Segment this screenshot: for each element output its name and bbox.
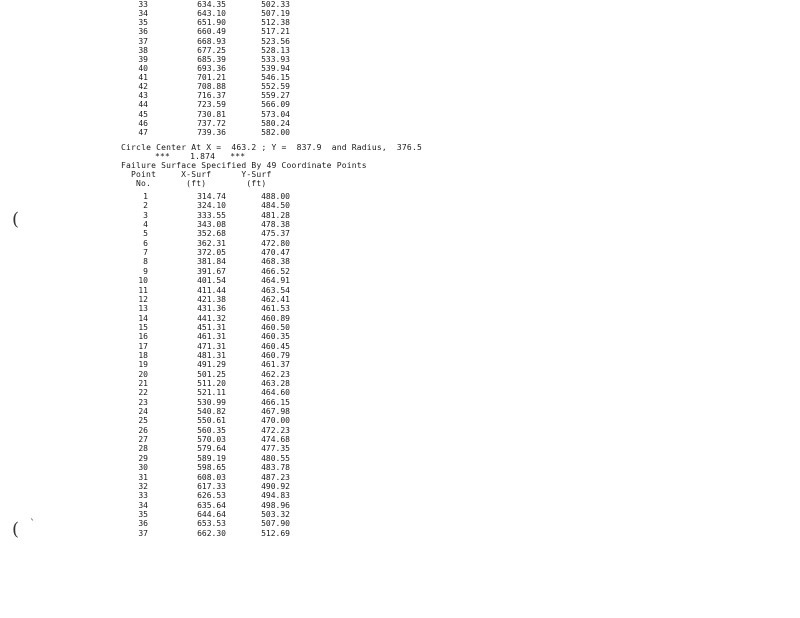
point-number: 17 (138, 341, 148, 351)
x-surf-value: 381.84 (197, 257, 226, 267)
x-surf-value: 570.03 (197, 435, 226, 445)
point-number: 12 (138, 294, 148, 304)
y-surf-value: 487.23 (261, 472, 290, 482)
point-number: 6 (143, 238, 148, 248)
x-surf-value: 521.11 (197, 388, 226, 398)
y-surf-value: 463.54 (261, 285, 290, 295)
x-surf-value: 560.35 (197, 425, 226, 435)
table-row (0, 388, 300, 397)
y-surf-value: 580.24 (261, 118, 290, 128)
x-surf-value: 333.55 (197, 210, 226, 220)
y-surf-value: 480.55 (261, 453, 290, 463)
x-surf-value: 372.05 (197, 248, 226, 258)
point-number: 24 (138, 407, 148, 417)
table-row (0, 110, 300, 119)
point-number: 39 (138, 54, 148, 64)
point-number: 33 (138, 491, 148, 501)
table-row (0, 276, 300, 285)
x-surf-value: 723.59 (197, 100, 226, 110)
table-row (0, 0, 300, 9)
point-number: 5 (143, 229, 148, 239)
y-surf-value: 528.13 (261, 45, 290, 55)
table-row (0, 323, 300, 332)
x-surf-value: 668.93 (197, 36, 226, 46)
x-surf-value: 314.74 (197, 192, 226, 201)
table-row (0, 519, 300, 528)
x-surf-value: 653.53 (197, 519, 226, 529)
table-row (0, 18, 300, 27)
y-surf-value: 484.50 (261, 201, 290, 211)
x-surf-value: 362.31 (197, 238, 226, 248)
x-surf-value: 685.39 (197, 54, 226, 64)
x-surf-value: 730.81 (197, 109, 226, 119)
y-surf-value: 559.27 (261, 91, 290, 101)
point-number: 20 (138, 369, 148, 379)
x-surf-value: 481.31 (197, 350, 226, 360)
x-surf-value: 626.53 (197, 491, 226, 501)
y-surf-value: 552.59 (261, 82, 290, 92)
y-surf-value: 460.89 (261, 313, 290, 323)
point-number: 36 (138, 519, 148, 529)
x-surf-value: 677.25 (197, 45, 226, 55)
table-row (0, 192, 300, 201)
x-surf-value: 608.03 (197, 472, 226, 482)
y-surf-value: 467.98 (261, 407, 290, 417)
margin-mark: ` (30, 519, 35, 530)
y-surf-value: 463.28 (261, 379, 290, 388)
point-number: 37 (138, 528, 148, 538)
table-row (0, 229, 300, 238)
point-number: 47 (138, 127, 148, 137)
y-surf-value: 462.23 (261, 369, 290, 379)
y-surf-value: 512.38 (261, 18, 290, 28)
x-surf-value: 589.19 (197, 453, 226, 463)
y-surf-value: 472.23 (261, 425, 290, 435)
point-number: 4 (143, 220, 148, 230)
table-row (0, 491, 300, 500)
x-surf-value: 617.33 (197, 481, 226, 491)
y-surf-value: 477.35 (261, 444, 290, 454)
y-surf-value: 483.78 (261, 463, 290, 473)
x-surf-value: 660.49 (197, 27, 226, 37)
point-number: 22 (138, 388, 148, 398)
table-row (0, 407, 300, 416)
point-number: 44 (138, 100, 148, 110)
y-surf-value: 466.52 (261, 266, 290, 276)
table-row (0, 211, 300, 220)
table-row (0, 510, 300, 519)
point-number: 31 (138, 472, 148, 482)
point-number: 37 (138, 36, 148, 46)
safety-factor-line: *** 1.874 *** (155, 152, 246, 161)
y-surf-value: 474.68 (261, 435, 290, 445)
table-row (0, 128, 300, 137)
table-row (0, 9, 300, 18)
x-surf-value: 643.10 (197, 9, 226, 19)
x-surf-value: 461.31 (197, 332, 226, 342)
table-row (0, 416, 300, 425)
point-number: 15 (138, 322, 148, 332)
x-surf-value: 550.61 (197, 416, 226, 426)
table-row (0, 332, 300, 341)
table-row (0, 370, 300, 379)
x-surf-value: 471.31 (197, 341, 226, 351)
y-surf-value: 566.09 (261, 100, 290, 110)
x-surf-value: 635.64 (197, 500, 226, 510)
x-surf-value: 352.68 (197, 229, 226, 239)
point-number: 13 (138, 304, 148, 314)
y-surf-value: 507.90 (261, 519, 290, 529)
x-surf-value: 431.36 (197, 304, 226, 314)
x-surf-value: 411.44 (197, 285, 226, 295)
y-surf-value: 503.32 (261, 509, 290, 519)
table-row (0, 482, 300, 491)
table-row (0, 46, 300, 55)
x-surf-value: 511.20 (197, 379, 226, 388)
table-row (0, 267, 300, 276)
point-number: 23 (138, 397, 148, 407)
x-surf-value: 421.38 (197, 294, 226, 304)
table-row (0, 454, 300, 463)
y-surf-value: 517.21 (261, 27, 290, 37)
point-number: 8 (143, 257, 148, 267)
point-number: 11 (138, 285, 148, 295)
y-surf-value: 582.00 (261, 127, 290, 137)
point-number: 35 (138, 18, 148, 28)
table-row (0, 342, 300, 351)
table-row (0, 100, 300, 109)
x-surf-value: 651.90 (197, 18, 226, 28)
y-surf-value: 470.47 (261, 248, 290, 258)
point-number: 29 (138, 453, 148, 463)
x-surf-value: 662.30 (197, 528, 226, 538)
table-row (0, 119, 300, 128)
point-number: 1 (143, 192, 148, 201)
point-number: 18 (138, 350, 148, 360)
table-row (0, 444, 300, 453)
table-row (0, 239, 300, 248)
y-surf-value: 512.69 (261, 528, 290, 538)
x-surf-value: 491.29 (197, 360, 226, 370)
y-surf-value: 464.60 (261, 388, 290, 398)
y-surf-value: 460.35 (261, 332, 290, 342)
table-row (0, 73, 300, 82)
table-row (0, 426, 300, 435)
point-number: 45 (138, 109, 148, 119)
y-surf-value: 466.15 (261, 397, 290, 407)
point-number: 41 (138, 73, 148, 83)
point-number: 46 (138, 118, 148, 128)
table-row (0, 64, 300, 73)
circle-center-line: Circle Center At X = 463.2 ; Y = 837.9 and Radius, 376.5 (121, 143, 422, 152)
x-surf-value: 598.65 (197, 463, 226, 473)
table-row (0, 27, 300, 36)
column-header-row2: No. (ft) (ft) (131, 179, 267, 188)
y-surf-value: 481.28 (261, 210, 290, 220)
y-surf-value: 468.38 (261, 257, 290, 267)
point-number: 34 (138, 500, 148, 510)
margin-mark: ( (12, 519, 20, 540)
y-surf-value: 533.93 (261, 54, 290, 64)
y-surf-value: 478.38 (261, 220, 290, 230)
point-number: 19 (138, 360, 148, 370)
point-number: 28 (138, 444, 148, 454)
y-surf-value: 490.92 (261, 481, 290, 491)
table-row (0, 501, 300, 510)
x-surf-value: 530.99 (197, 397, 226, 407)
point-number: 27 (138, 435, 148, 445)
failure-surface-header: Failure Surface Specified By 49 Coordinate Points (121, 161, 367, 170)
table-row (0, 37, 300, 46)
x-surf-value: 451.31 (197, 322, 226, 332)
x-surf-value: 737.72 (197, 118, 226, 128)
table-row (0, 201, 300, 210)
table-row (0, 435, 300, 444)
y-surf-value: 470.00 (261, 416, 290, 426)
table-row (0, 360, 300, 369)
x-surf-value: 501.25 (197, 369, 226, 379)
point-number: 35 (138, 509, 148, 519)
point-number: 16 (138, 332, 148, 342)
y-surf-value: 460.50 (261, 322, 290, 332)
y-surf-value: 507.19 (261, 9, 290, 19)
table-row (0, 295, 300, 304)
table-row (0, 473, 300, 482)
table-row (0, 82, 300, 91)
x-surf-value: 634.35 (197, 0, 226, 9)
x-surf-value: 343.08 (197, 220, 226, 230)
table-row (0, 379, 300, 388)
y-surf-value: 502.33 (261, 0, 290, 9)
x-surf-value: 708.88 (197, 82, 226, 92)
point-number: 38 (138, 45, 148, 55)
table-row (0, 529, 300, 538)
y-surf-value: 573.04 (261, 109, 290, 119)
y-surf-value: 546.15 (261, 73, 290, 83)
y-surf-value: 461.53 (261, 304, 290, 314)
column-header-row1: Point X-Surf Y-Surf (131, 170, 272, 179)
y-surf-value: 472.80 (261, 238, 290, 248)
table-row (0, 463, 300, 472)
table-row (0, 91, 300, 100)
x-surf-value: 701.21 (197, 73, 226, 83)
x-surf-value: 716.37 (197, 91, 226, 101)
x-surf-value: 739.36 (197, 127, 226, 137)
y-surf-value: 498.96 (261, 500, 290, 510)
point-number: 43 (138, 91, 148, 101)
x-surf-value: 391.67 (197, 266, 226, 276)
table-row (0, 248, 300, 257)
x-surf-value: 441.32 (197, 313, 226, 323)
point-number: 33 (138, 0, 148, 9)
point-number: 42 (138, 82, 148, 92)
x-surf-value: 693.36 (197, 63, 226, 73)
y-surf-value: 464.91 (261, 276, 290, 286)
point-number: 36 (138, 27, 148, 37)
point-number: 25 (138, 416, 148, 426)
point-number: 9 (143, 266, 148, 276)
x-surf-value: 540.82 (197, 407, 226, 417)
point-number: 26 (138, 425, 148, 435)
table-row (0, 257, 300, 266)
table-row (0, 304, 300, 313)
y-surf-value: 539.94 (261, 63, 290, 73)
table-row (0, 314, 300, 323)
point-number: 30 (138, 463, 148, 473)
table-row (0, 351, 300, 360)
y-surf-value: 460.45 (261, 341, 290, 351)
table-row (0, 55, 300, 64)
point-number: 2 (143, 201, 148, 211)
y-surf-value: 494.83 (261, 491, 290, 501)
point-number: 14 (138, 313, 148, 323)
x-surf-value: 401.54 (197, 276, 226, 286)
y-surf-value: 462.41 (261, 294, 290, 304)
point-number: 7 (143, 248, 148, 258)
point-number: 3 (143, 210, 148, 220)
point-number: 32 (138, 481, 148, 491)
y-surf-value: 488.00 (261, 192, 290, 201)
y-surf-value: 475.37 (261, 229, 290, 239)
point-number: 34 (138, 9, 148, 19)
point-number: 40 (138, 63, 148, 73)
table-row (0, 286, 300, 295)
margin-mark: ( (12, 209, 20, 230)
y-surf-value: 461.37 (261, 360, 290, 370)
y-surf-value: 523.56 (261, 36, 290, 46)
table-row (0, 220, 300, 229)
point-number: 10 (138, 276, 148, 286)
table-row (0, 398, 300, 407)
x-surf-value: 644.64 (197, 509, 226, 519)
y-surf-value: 460.79 (261, 350, 290, 360)
x-surf-value: 324.10 (197, 201, 226, 211)
point-number: 21 (138, 379, 148, 388)
x-surf-value: 579.64 (197, 444, 226, 454)
